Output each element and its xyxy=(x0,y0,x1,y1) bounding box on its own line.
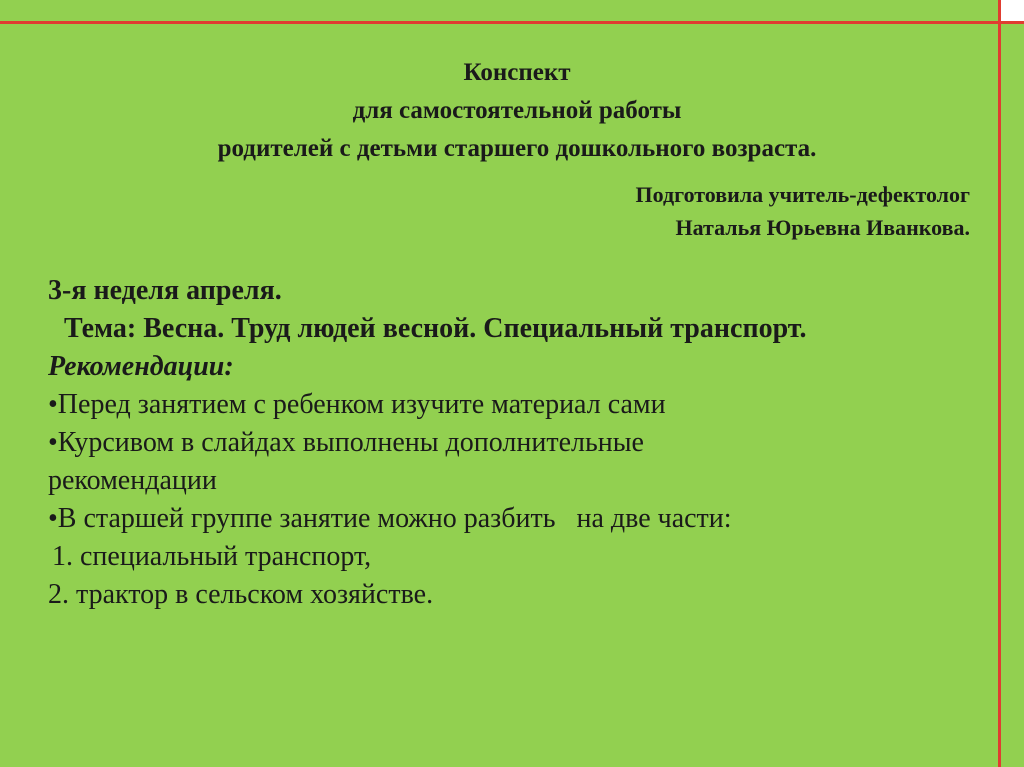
title-line-2: для самостоятельной работы xyxy=(352,97,682,124)
topic-line xyxy=(48,310,988,348)
recommendation-item-1: •Перед занятием с ребенком изучите материал сами xyxy=(48,389,666,420)
author-name: Наталья Юрьевна Иванкова. xyxy=(675,215,970,240)
slide-title xyxy=(0,54,1024,168)
author-block xyxy=(636,178,970,244)
recommendations-heading: Рекомендации: xyxy=(48,351,234,382)
author-role: Подготовила учитель-дефектолог xyxy=(635,182,970,207)
topic-period: . xyxy=(799,313,807,344)
part-2: 2. трактор в сельском хозяйстве. xyxy=(48,579,434,610)
slide-body xyxy=(48,272,988,614)
top-red-rule xyxy=(0,21,1024,24)
part-1: 1. специальный транспорт, xyxy=(52,541,372,572)
corner-notch xyxy=(1001,0,1024,21)
week-label: 3-я неделя апреля. xyxy=(48,275,282,306)
title-line-3: родителей с детьми старшего дошкольного возраста. xyxy=(217,135,817,162)
title-line-1: Конспект xyxy=(463,59,571,86)
recommendation-item-2-line-2: рекомендации xyxy=(48,465,217,496)
recommendation-item-2-line-1: •Курсивом в слайдах выполнены дополнительные xyxy=(48,427,644,458)
topic-text: Тема: Весна. Труд людей весной. Специальный транспорт xyxy=(64,313,800,344)
recommendation-item-3: •В старшей группе занятие можно разбить на две части: xyxy=(48,503,732,534)
